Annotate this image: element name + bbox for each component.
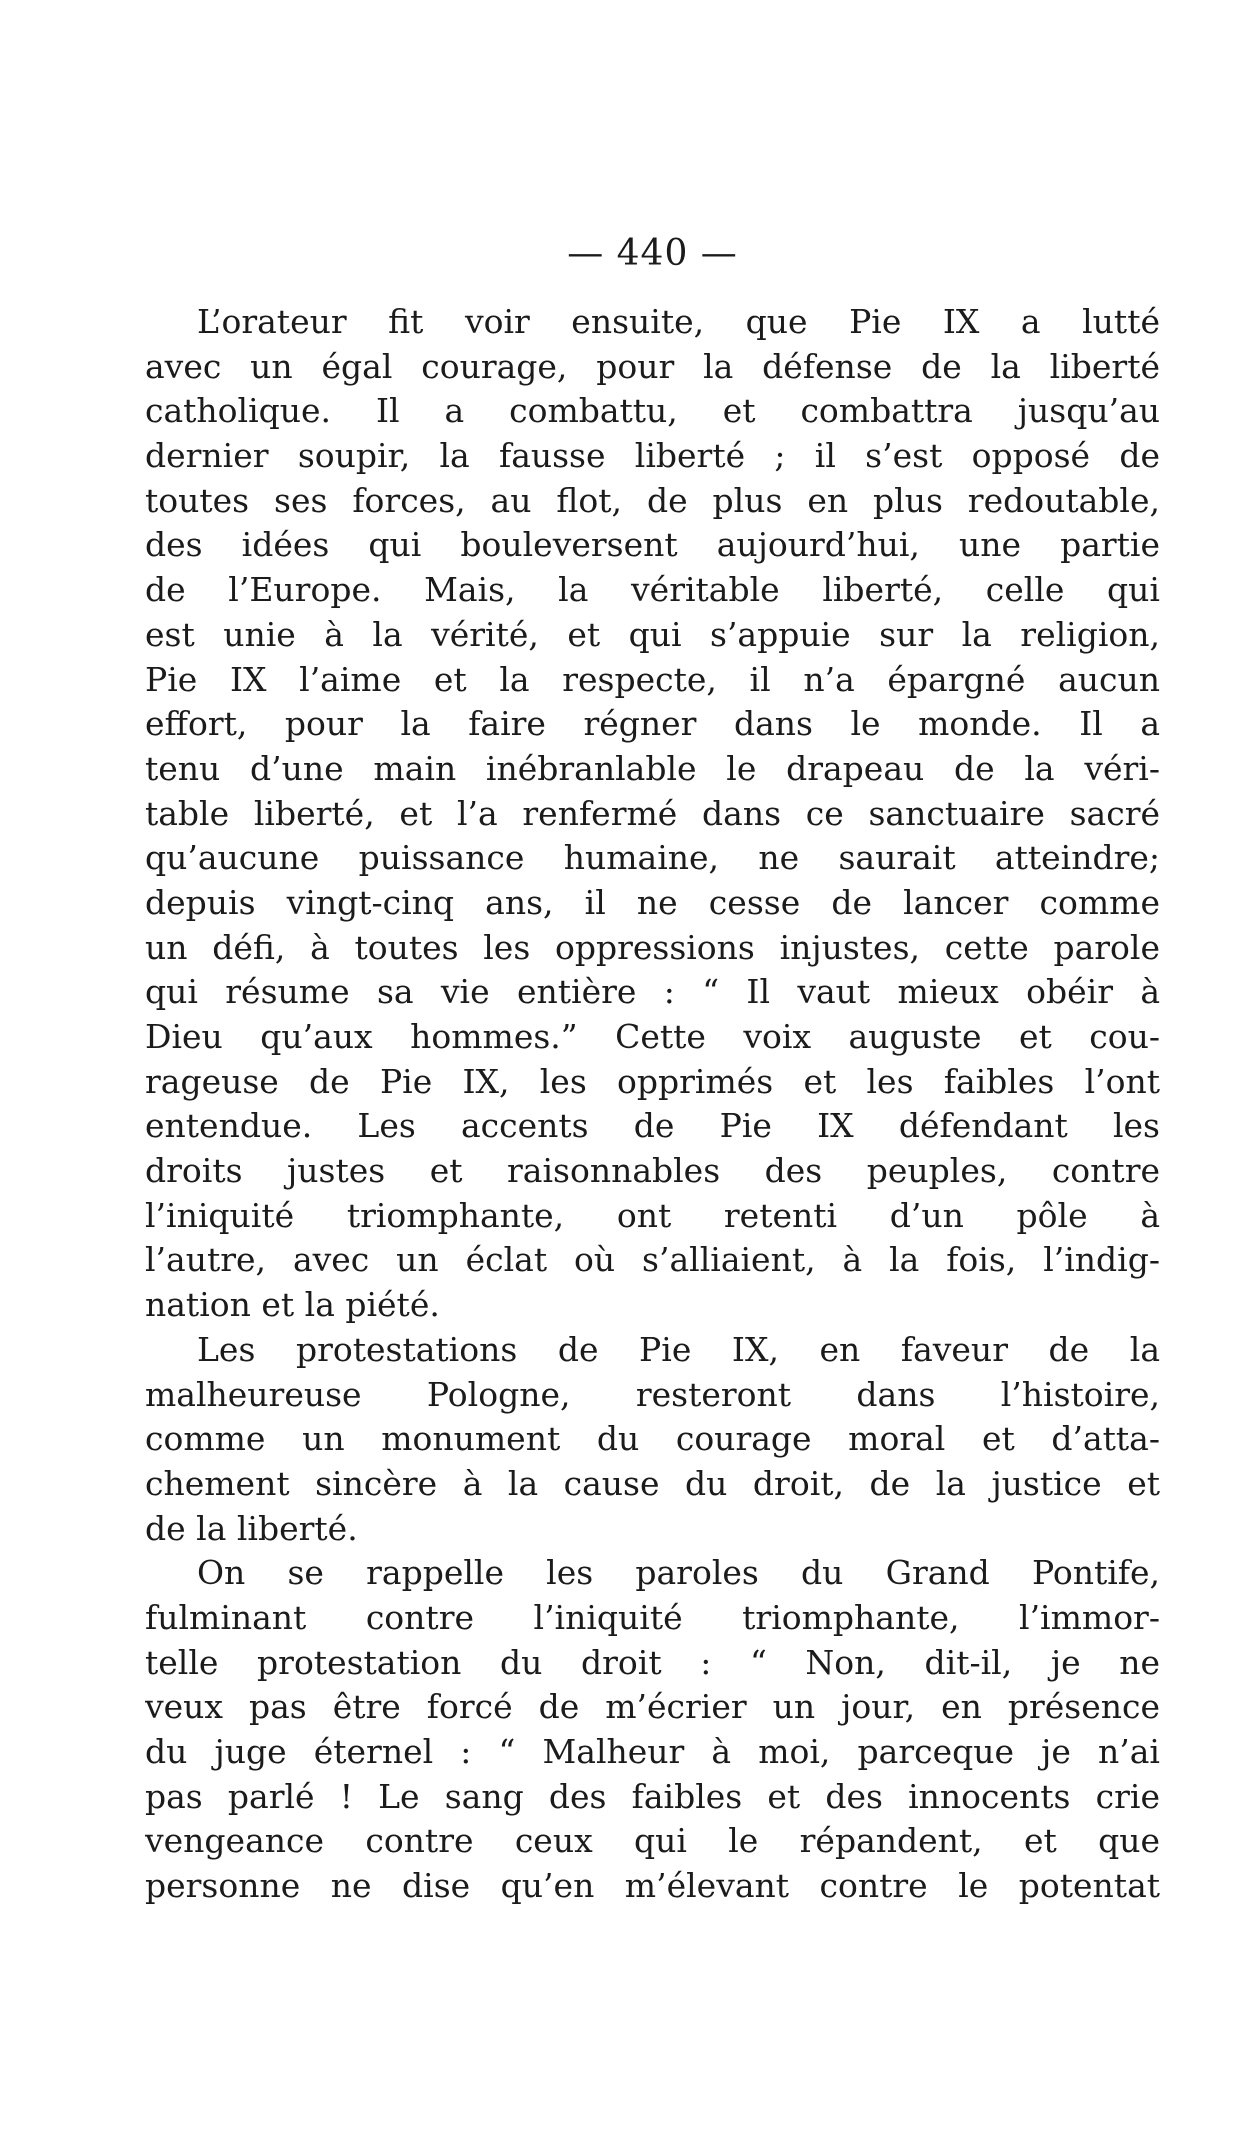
text-line: des idées qui bouleversent aujourd’hui, une partie — [145, 525, 1160, 565]
text-line: depuis vingt-cinq ans, il ne cesse de lancer comme — [145, 882, 1160, 922]
text-line: On se rappelle les paroles du Grand Pontife, — [197, 1553, 1160, 1593]
page-number: — 440 — — [567, 233, 738, 274]
text-line: entendue. Les accents de Pie IX défendant les — [145, 1106, 1160, 1146]
text-line: un défi, à toutes les oppressions injustes, cette parole — [145, 927, 1160, 967]
text-line: est unie à la vérité, et qui s’appuie sur la religion, — [145, 614, 1160, 654]
text-line: veux pas être forcé de m’écrier un jour, en présence — [145, 1687, 1160, 1727]
paragraph-2 — [145, 1328, 1160, 1551]
text-line: du juge éternel : “ Malheur à moi, parceque je n’ai — [145, 1732, 1160, 1771]
text-line: nation et la piété. — [145, 1285, 440, 1325]
text-line: L’orateur fit voir ensuite, que Pie IX a lutté — [197, 302, 1160, 341]
text-line: de l’Europe. Mais, la véritable liberté, celle qui — [145, 570, 1160, 610]
text-line: vengeance contre ceux qui le répandent, et que — [145, 1821, 1160, 1861]
text-line: l’iniquité triomphante, ont retenti d’un pôle à — [145, 1195, 1160, 1235]
text-line: table liberté, et l’a renfermé dans ce sanctuaire sacré — [145, 793, 1160, 833]
text-line: fulminant contre l’iniquité triomphante, l’immor- — [145, 1597, 1160, 1637]
text-line: pas parlé ! Le sang des faibles et des innocents crie — [145, 1776, 1160, 1816]
text-line: qui résume sa vie entière : “ Il vaut mieux obéir à — [145, 972, 1160, 1012]
text-line: effort, pour la faire régner dans le monde. Il a — [145, 704, 1160, 744]
paragraph-3 — [145, 1551, 1160, 1909]
paragraph-1 — [145, 300, 1160, 1328]
text-line: toutes ses forces, au flot, de plus en plus redoutable, — [145, 480, 1160, 520]
text-line: tenu d’une main inébranlable le drapeau de la véri- — [145, 748, 1160, 788]
text-line: Dieu qu’aux hommes.” Cette voix auguste et cou- — [145, 1017, 1160, 1056]
text-line: qu’aucune puissance humaine, ne saurait atteindre; — [145, 838, 1160, 878]
text-line: personne ne dise qu’en m’élevant contre le potentat — [145, 1866, 1160, 1906]
text-line: chement sincère à la cause du droit, de la justice et — [145, 1463, 1160, 1503]
text-line: l’autre, avec un éclat où s’alliaient, à la fois, l’indig- — [145, 1240, 1160, 1280]
text-line: dernier soupir, la fausse liberté ; il s’est opposé de — [145, 436, 1160, 476]
text-line: Les protestations de Pie IX, en faveur de la — [197, 1329, 1160, 1369]
text-line: comme un monument du courage moral et d’atta- — [145, 1419, 1160, 1459]
body-text — [145, 300, 1160, 1909]
text-line: droits justes et raisonnables des peuples, contre — [145, 1151, 1160, 1191]
book-page — [145, 230, 1160, 2030]
text-line: avec un égal courage, pour la défense de la liberté — [145, 346, 1160, 386]
text-line: Pie IX l’aime et la respecte, il n’a épargné aucun — [145, 659, 1160, 699]
text-line: de la liberté. — [145, 1508, 358, 1548]
text-line: rageuse de Pie IX, les opprimés et les faibles l’ont — [145, 1061, 1160, 1101]
text-line: malheureuse Pologne, resteront dans l’histoire, — [145, 1374, 1160, 1414]
text-line: catholique. Il a combattu, et combattra jusqu’au — [145, 391, 1160, 431]
text-line: telle protestation du droit : “ Non, dit-il, je ne — [145, 1642, 1160, 1682]
